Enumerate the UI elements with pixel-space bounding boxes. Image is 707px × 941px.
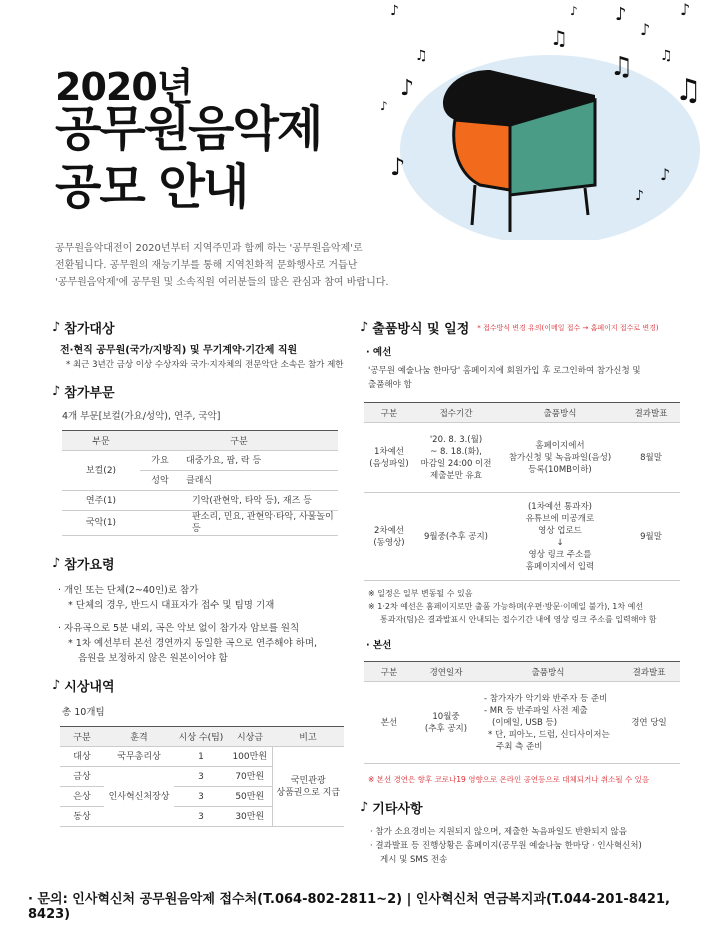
music-note-icon: ♫ [610, 52, 634, 82]
contact-footer: · 문의: 인사혁신처 공무원음악제 접수처(T.064-802-2811~2) | 인사혁신처 연금복지과(T.044-201-8421, 8423) [28, 892, 670, 922]
music-note-icon: ♪ [360, 800, 369, 815]
prelim-table: 구분 접수기간 출품방식 결과발표 1차예선 (음성파일) '20. 8. 3.(월) ~ 8. 18.(화), 마감일 24:00 이전 제출분만 유효 홈페이지에서 참가신청 및 녹음파일(음성) 등록(10MB이하) 8월말 2차예선 (동영상) 9월중(추후 공지) (1차예선 통과자) 유튜브에 미공개로 영상 업로드 ↓ 영상 링크 주소를 홈페이지에서 입력 9월말 [364, 402, 680, 581]
schedule-section: ♪ 출품방식 및 일정 * 접수방식 변경 유의(이메일 접수 → 홈페이지 접수로 변경) · 예선 '공무원 예술나눔 한마당' 홈페이지에 회원가입 후 로그인하여 참가신청 및 출품해야 함 구분 접수기간 출품방식 결과발표 1차예선 (음성파일) '20. 8. 3.(월) ~ 8. 18.(화), 마감일 24:00 이전 제출분만 유효 홈페이지에서 참가신청 및 녹음파일(음성) 등록(10MB이하) 8월말 2차예선 (동영상) 9월중(추후 공지) (1차예선 통과자) 유튜브에 미공개로 영상 업로드 ↓ 영상 링크 주소를 홈페이지에서 입력 9월말 ※ 일정은 일부 변동될 수 있음 ※ 1·2차 예선은 홈페이지로만 출품 가능하며(우편·방문·이메일 불가), 1차 예선 통과자(팀)은 결과발표시 안내되는 접수기간 내에 영상 링크 주소를 입력해야 함 · 본선 구분 경연일자 출품방식 결과발표 본선 10월중 (추후 공지) - 참가자가 악기와 반주자 등 준비 - MR 등 반주파일 사전 제출 (이메일, USB 등) * 단, 피아노, 드럼, 신디사이저는 주최 측 준비 경연 당일 ※ 본선 경연은 향후 코로나19 영향으로 온라인 공연등으로 대체되거나 취소될 수 있음 [360, 318, 680, 785]
music-note-icon: ♪ [400, 76, 415, 101]
eligibility-section: ♪ 참가대상 전·현직 공무원(국가/지방직) 및 무기계약·기간제 직원 * 최근 3년간 금상 이상 수상자와 국가·지자체의 전문악단 소속은 참가 제한 [52, 320, 344, 370]
awards-section: ♪ 시상내역 총 10개팀 구분 훈격 시상 수(팀) 시상금 비고 대상 국무총리상 1 100만원 국민관광 상품권으로 지급 금상 인사혁신처장상 3 70만원 은상 3 50만원 동상 3 30만원 [52, 676, 352, 827]
music-note-icon: ♪ [380, 99, 388, 113]
music-note-icon: ♪ [640, 20, 651, 39]
awards-table: 구분 훈격 시상 수(팀) 시상금 비고 대상 국무총리상 1 100만원 국민관광 상품권으로 지급 금상 인사혁신처장상 3 70만원 은상 3 50만원 동상 3 30만원 [60, 726, 344, 827]
music-note-icon: ♪ [570, 4, 578, 18]
music-note-icon: ♪ [52, 320, 61, 335]
music-note-icon: ♫ [675, 73, 702, 108]
music-note-icon: ♫ [415, 48, 428, 64]
covid-notice: ※ 본선 경연은 향후 코로나19 영향으로 온라인 공연등으로 대체되거나 취소될 수 있음 [368, 775, 650, 784]
music-note-icon: ♪ [52, 384, 61, 399]
music-note-icon: ♪ [390, 3, 399, 19]
music-note-icon: ♪ [680, 0, 691, 19]
categories-table: 부문 구분 보컬(2) 가요 대중가요, 팝, 락 등 성악 클래식 연주(1) 기악(관현악, 타악 등), 재즈 등 국악(1) 판소리, 민요, 관현악·타악, 사물놀이 등 [62, 430, 338, 536]
music-note-icon: ♪ [52, 678, 61, 693]
intro-text: 공무원음악대전이 2020년부터 지역주민과 함께 하는 '공무원음악제'로 전환됩니다. 공무원의 재능기부를 통해 지역친화적 문화행사로 거듭난 '공무원음악제'에 공무원 및 소속직원 여러분들의 많은 관심과 참여 바랍니다. [55, 243, 389, 288]
piano-illustration [360, 0, 707, 240]
page-title: 공무원음악제 공모 안내 [55, 101, 322, 215]
music-note-icon: ♪ [615, 4, 627, 25]
music-note-icon: ♫ [550, 26, 568, 50]
music-note-icon: ♪ [635, 188, 644, 204]
music-note-icon: ♫ [660, 48, 673, 64]
final-table: 구분 경연일자 출품방식 결과발표 본선 10월중 (추후 공지) - 참가자가 악기와 반주자 등 준비 - MR 등 반주파일 사전 제출 (이메일, USB 등) * 단, 피아노, 드럼, 신디사이저는 주최 측 준비 경연 당일 [364, 661, 680, 764]
year-title: 2020년 [55, 65, 193, 109]
music-note-icon: ♪ [360, 320, 369, 335]
guidelines-section: ♪ 참가요령 · 개인 또는 단체(2~40인)로 참가 * 단체의 경우, 반드시 대표자가 접수 및 팀명 기재 · 자유곡으로 5분 내외, 곡은 악보 없이 참가자 암보를 원칙 * 1차 예선부터 본선 경연까지 동일한 곡으로 연주해야 하며, 음원을 보정하지 않은 원본이어야 함 [52, 556, 318, 664]
music-note-icon: ♪ [52, 556, 61, 571]
other-section: ♪ 기타사항 · 참가 소요경비는 지원되지 않으며, 제출한 녹음파일도 반환되지 않음 · 결과발표 등 진행상황은 홈페이지(공무원 예술나눔 한마당 · 인사혁신처) 게시 및 SMS 전송 [360, 800, 642, 865]
categories-section: ♪ 참가부문 4개 부문[보컬(가요/성악), 연주, 국악] 부문 구분 보컬(2) 가요 대중가요, 팝, 락 등 성악 클래식 연주(1) 기악(관현악, 타악 등), 재즈 등 국악(1) 판소리, 민요, 관현악·타악, 사물놀이 등 [52, 382, 342, 536]
music-note-icon: ♪ [660, 165, 671, 184]
music-note-icon: ♪ [390, 153, 406, 181]
